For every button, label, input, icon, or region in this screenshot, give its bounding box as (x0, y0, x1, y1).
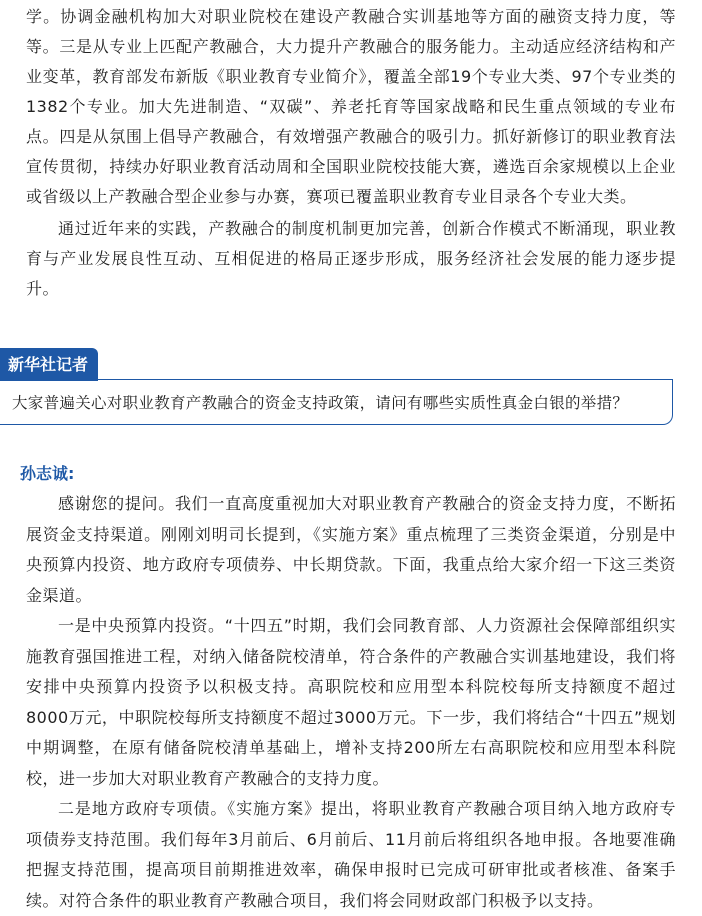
paragraph: 学。协调金融机构加大对职业院校在建设产教融合实训基地等方面的融资支持力度，等等。三是从专业上匹配产教融合，大力提升产教融合的服务能力。主动适应经济结构和产业变革，教育部发布新版《职业教育专业简介》，覆盖全部19个专业大类、97个专业类的1382个专业。加大先进制造、“双碳”、养老托育等国家战略和民生重点领域的专业布点。四是从氛围上倡导产教融合，有效增强产教融合的吸引力。抓好新修订的职业教育法宣传贯彻，持续办好职业教育活动周和全国职业院校技能大赛，遴选百余家规模以上企业或省级以上产教融合型企业参与办赛，赛项已覆盖职业教育专业目录各个专业大类。 (26, 7, 676, 206)
answer-section (0, 489, 702, 916)
answer-speaker: 孙志诚: (20, 464, 75, 483)
intro-section (0, 0, 702, 304)
question-box (0, 348, 676, 428)
paragraph: 感谢您的提问。我们一直高度重视加大对职业教育产教融合的资金支持力度，不断拓展资金支持渠道。刚刚刘明司长提到，《实施方案》重点梳理了三类资金渠道，分别是中央预算内投资、地方政府专项债券、中长期贷款。下面，我重点给大家介绍一下这三类资金渠道。 (26, 494, 676, 605)
paragraph: 通过近年来的实践，产教融合的制度机制更加完善，创新合作模式不断涌现，职业教育与产业发展良性互动、互相促进的格局正逐步形成，服务经济社会发展的能力逐步提升。 (26, 219, 676, 298)
paragraph: 二是地方政府专项债。《实施方案》提出，将职业教育产教融合项目纳入地方政府专项债券支持范围。我们每年3月前后、6月前后、11月前后将组织各地申报。各地要准确把握支持范围，提高项目前期推进效率，确保申报时已完成可研审批或者核准、备案手续。对符合条件的职业教育产教融合项目，我们将会同财政部门积极予以支持。 (26, 799, 676, 910)
questioner-tag: 新华社记者 (0, 348, 98, 381)
question-text: 大家普遍关心对职业教育产教融合的资金支持政策，请问有哪些实质性真金白银的举措？ (12, 394, 629, 412)
paragraph: 一是中央预算内投资。“十四五”时期，我们会同教育部、人力资源社会保障部组织实施教育强国推进工程，对纳入储备院校清单，符合条件的产教融合实训基地建设，我们将安排中央预算内投资予以积极支持。高职院校和应用型本科院校每所支持额度不超过8000万元，中职院校每所支持额度不超过3000万元。下一步，我们将结合“十四五”规划中期调整，在原有储备院校清单基础上，增补支持200所左右高职院校和应用型本科院校，进一步加大对职业教育产教融合的支持力度。 (26, 616, 676, 788)
